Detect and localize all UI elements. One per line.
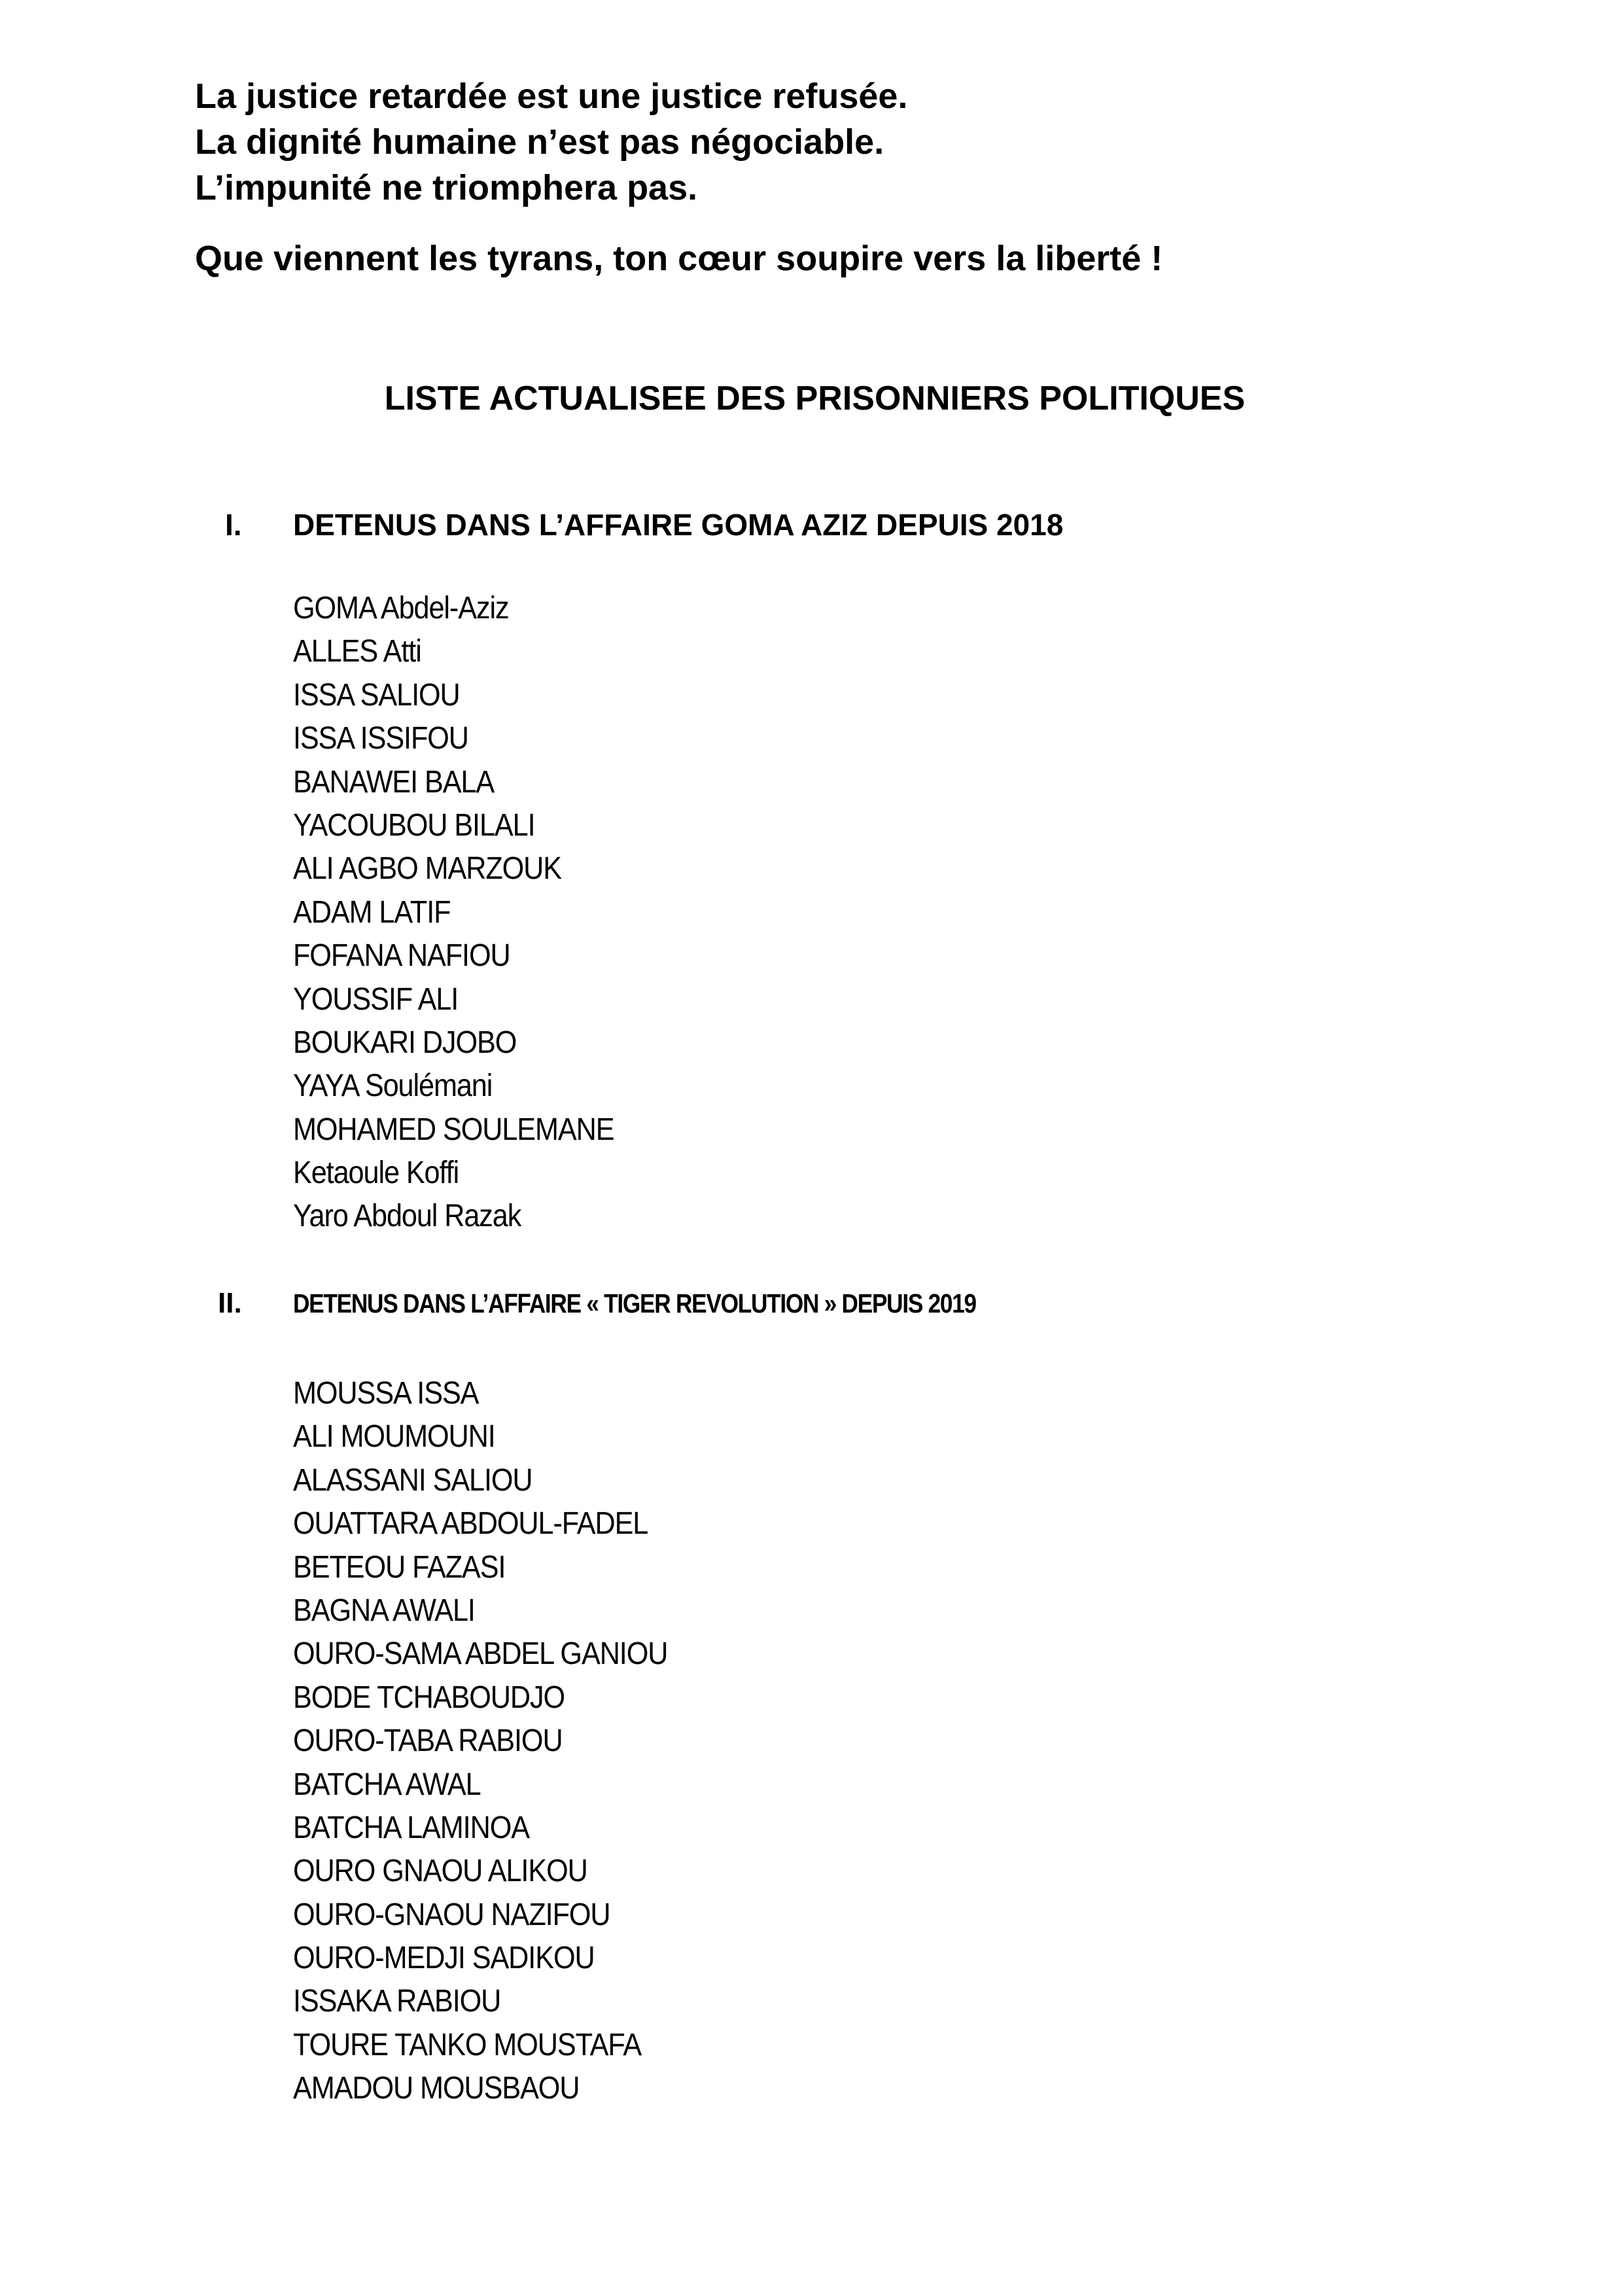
prisoner-name: ADAM LATIF (293, 894, 451, 930)
prisoner-name: Yaro Abdoul Razak (293, 1199, 521, 1234)
prisoner-name: ISSA SALIOU (293, 677, 460, 713)
prisoner-name: ALLES Atti (293, 634, 421, 669)
prisoner-name: OUATTARA ABDOUL-FADEL (293, 1506, 648, 1542)
prisoner-name: AMADOU MOUSBAOU (293, 2071, 580, 2106)
prisoner-name: BANAWEI BALA (293, 764, 495, 800)
page-title-text: LISTE ACTUALISEE DES PRISONNIERS POLITIQUES (384, 380, 1246, 417)
prisoner-name: ALI MOUMOUNI (293, 1419, 495, 1455)
prisoner-name: TOURE TANKO MOUSTAFA (293, 2027, 642, 2062)
section-title: DETENUS DANS L’AFFAIRE GOMA AZIZ DEPUIS 2018 (293, 508, 1064, 542)
prisoner-name: OURO-TABA RABIOU (293, 1723, 563, 1759)
section-numeral: II. (218, 1287, 242, 1319)
prisoner-name: MOHAMED SOULEMANE (293, 1112, 614, 1147)
prisoner-name: FOFANA NAFIOU (293, 938, 510, 974)
page-title (0, 376, 1623, 421)
prisoner-name: OURO-SAMA ABDEL GANIOU (293, 1636, 668, 1672)
section-title: DETENUS DANS L’AFFAIRE « TIGER REVOLUTION » DEPUIS 2019 (293, 1288, 976, 1318)
motto-line: La dignité humaine n’est pas négociable. (195, 122, 884, 162)
prisoner-name: BAGNA AWALI (293, 1593, 475, 1628)
prisoner-name: YAYA Soulémani (293, 1069, 493, 1104)
prisoner-name: ISSA ISSIFOU (293, 721, 468, 756)
prisoner-name: BOUKARI DJOBO (293, 1025, 517, 1060)
prisoner-name: OURO-GNAOU NAZIFOU (293, 1897, 610, 1932)
motto-line: La justice retardée est une justice refusée. (195, 77, 908, 116)
prisoner-name: Ketaoule Koffi (293, 1156, 459, 1191)
motto-block (195, 73, 1162, 281)
section-numeral: I. (225, 508, 242, 542)
prisoner-name: ALI AGBO MARZOUK (293, 851, 562, 887)
prisoner-name: BATCHA LAMINOA (293, 1810, 529, 1845)
motto-closing: Que viennent les tyrans, ton cœur soupire vers la liberté ! (195, 239, 1163, 278)
prisoner-name: MOUSSA ISSA (293, 1376, 479, 1411)
prisoner-name: YACOUBOU BILALI (293, 807, 535, 843)
prisoner-name: GOMA Abdel-Aziz (293, 591, 509, 626)
prisoner-name: ISSAKA RABIOU (293, 1984, 501, 2019)
prisoner-name: BODE TCHABOUDJO (293, 1680, 565, 1715)
prisoner-name: BATCHA AWAL (293, 1767, 481, 1802)
prisoner-name: YOUSSIF ALI (293, 981, 459, 1017)
motto-line: L’impunité ne triomphera pas. (195, 168, 698, 207)
prisoner-name: OURO GNAOU ALIKOU (293, 1854, 587, 1889)
prisoner-name: OURO-MEDJI SADIKOU (293, 1941, 595, 1976)
prisoner-name: ALASSANI SALIOU (293, 1462, 532, 1498)
prisoner-name: BETEOU FAZASI (293, 1549, 506, 1585)
